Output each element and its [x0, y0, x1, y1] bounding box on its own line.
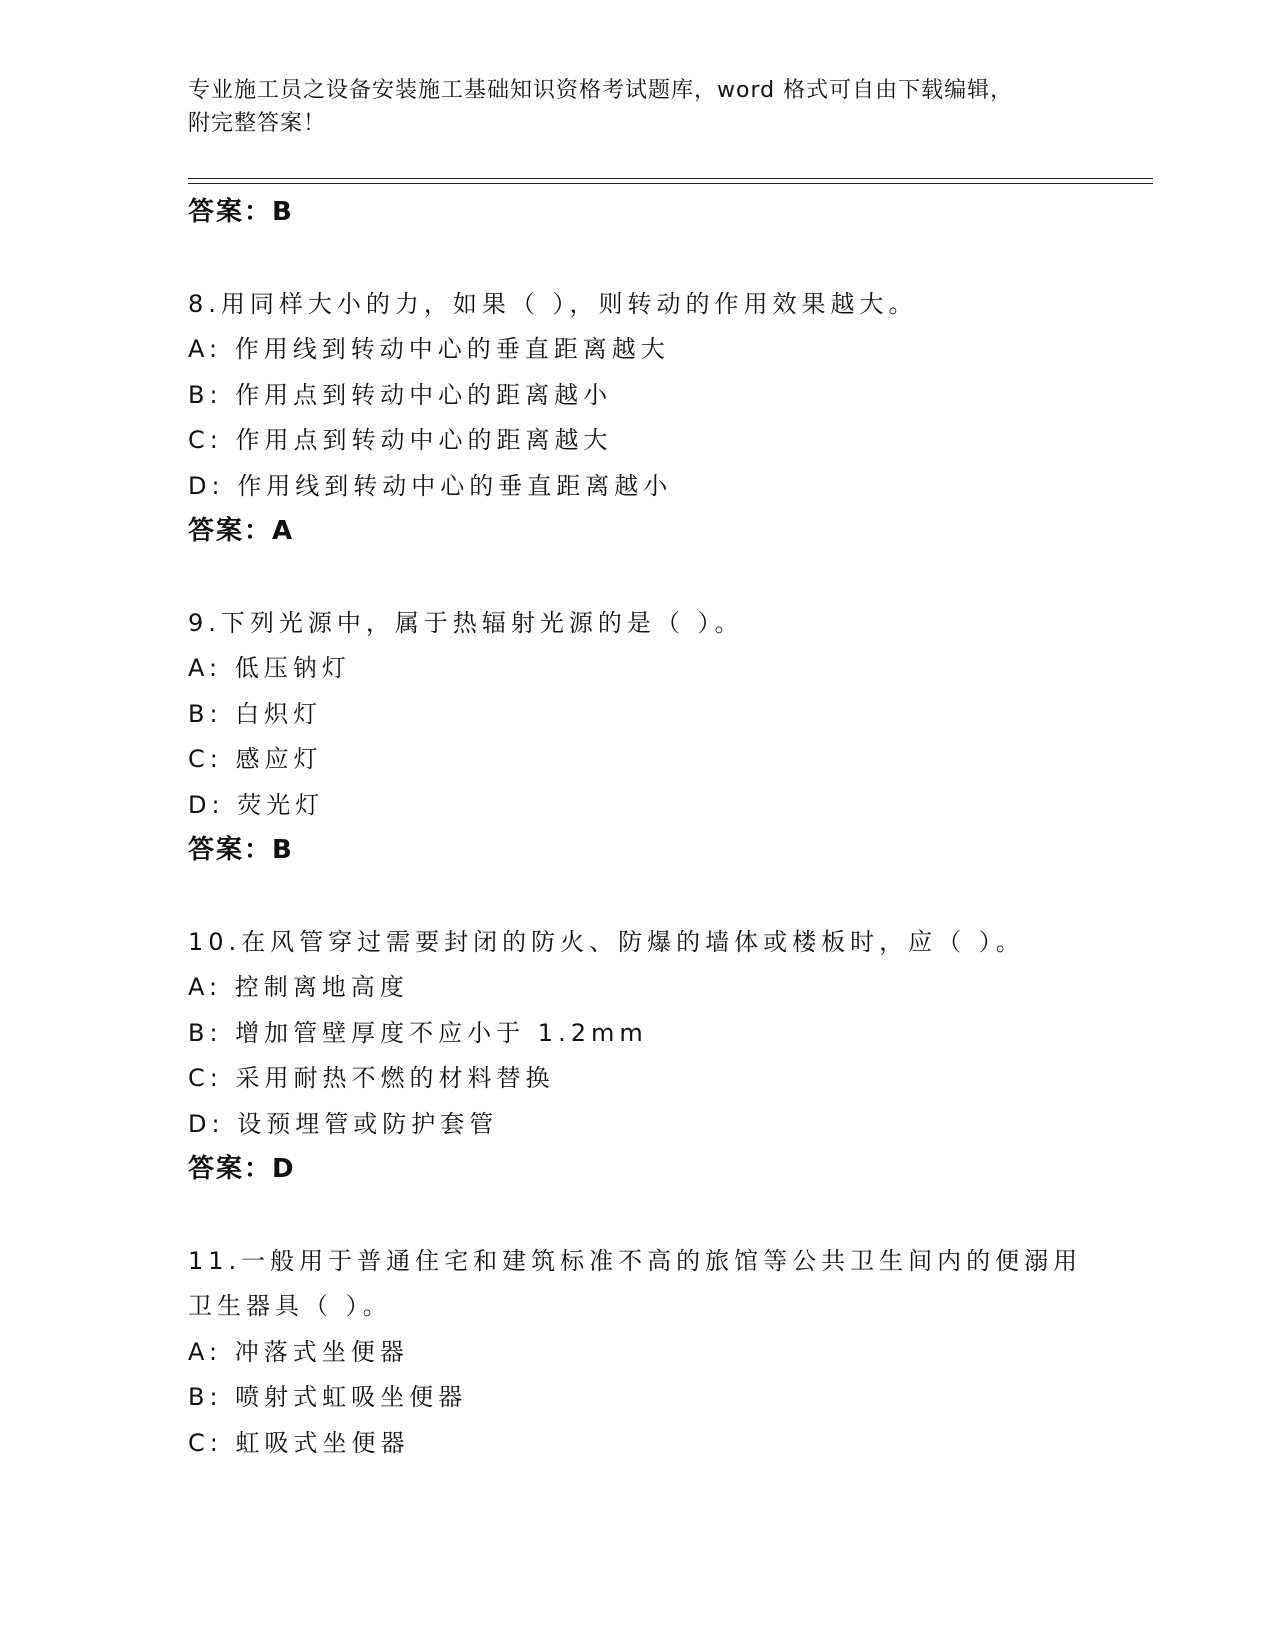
option-c: C: 采用耐热不燃的材料替换 — [188, 1064, 555, 1092]
option-c: C: 虹吸式坐便器 — [188, 1428, 410, 1457]
question-block — [188, 282, 1128, 555]
question-list — [188, 190, 1128, 1466]
option-a: A: 控制离地高度 — [188, 973, 409, 1001]
answer-line: 答案：B — [188, 835, 294, 865]
header-divider — [188, 178, 1153, 179]
option-a: A: 冲落式坐便器 — [188, 1337, 409, 1366]
question-block — [188, 1239, 1128, 1467]
spacer — [188, 874, 1128, 920]
question-block — [188, 920, 1128, 1193]
question-text: 9.下列光源中，属于热辐射光源的是（ ）。 — [188, 608, 744, 637]
question-block — [188, 601, 1128, 874]
spacer — [188, 1193, 1128, 1239]
option-a: A: 低压钠灯 — [188, 654, 351, 682]
option-b: B: 作用点到转动中心的距离越小 — [188, 380, 613, 409]
header-line-2: 附完整答案！ — [188, 111, 327, 136]
option-c: C: 感应灯 — [188, 745, 323, 773]
spacer — [188, 236, 1128, 282]
option-b: B: 增加管壁厚度不应小于 1.2mm — [188, 1018, 648, 1047]
answer-line: 答案：B — [188, 197, 294, 227]
header-divider-secondary — [188, 183, 1153, 184]
option-d: D: 荧光灯 — [188, 790, 325, 819]
option-c: C: 作用点到转动中心的距离越大 — [188, 426, 613, 454]
option-d: D: 设预埋管或防护套管 — [188, 1109, 499, 1138]
question-text-line-2: 卫生器具（ ）。 — [188, 1292, 392, 1320]
question-text: 10.在风管穿过需要封闭的防火、防爆的墙体或楼板时，应（ ）。 — [188, 927, 1025, 956]
answer-line: 答案：D — [188, 1154, 296, 1184]
option-d: D: 作用线到转动中心的垂直距离越小 — [188, 471, 673, 500]
question-text-line-1: 11.一般用于普通住宅和建筑标准不高的旅馆等公共卫生间内的便溺用 — [188, 1246, 1083, 1275]
answer-line: 答案：A — [188, 516, 295, 546]
page-header — [188, 74, 1088, 140]
spacer — [188, 555, 1128, 601]
option-a: A: 作用线到转动中心的垂直距离越大 — [188, 335, 670, 363]
option-b: B: 白炽灯 — [188, 699, 323, 728]
question-text: 8.用同样大小的力，如果（ ），则转动的作用效果越大。 — [188, 289, 918, 318]
header-line-1: 专业施工员之设备安装施工基础知识资格考试题库，word 格式可自由下载编辑， — [188, 78, 1014, 103]
option-b: B: 喷射式虹吸坐便器 — [188, 1383, 468, 1411]
